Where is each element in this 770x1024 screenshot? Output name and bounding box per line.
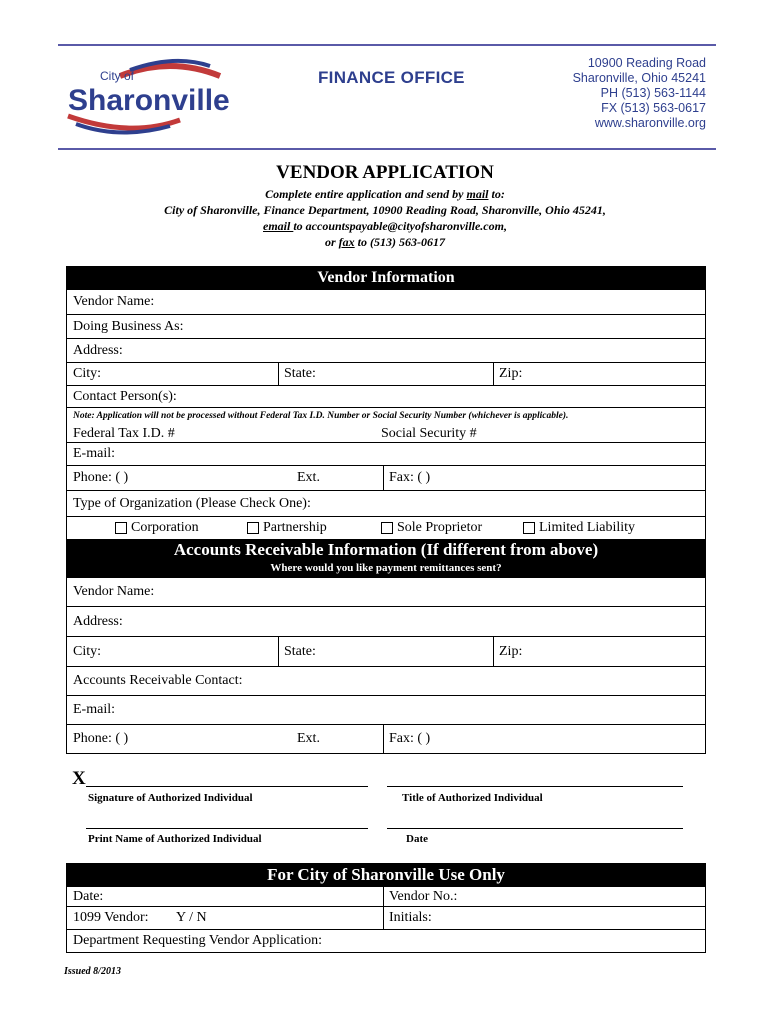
finance-office-label: FINANCE OFFICE — [318, 68, 465, 87]
state-field[interactable]: State: — [284, 366, 316, 381]
department-label: Department Requesting Vendor Application: — [73, 933, 322, 948]
date-line[interactable] — [387, 828, 683, 829]
city-state-zip-row — [66, 363, 706, 386]
ar-email-row[interactable] — [66, 696, 706, 725]
ar-contact-row[interactable] — [66, 667, 706, 696]
ext-field[interactable]: Ext. — [297, 470, 320, 485]
contact-row[interactable] — [66, 386, 706, 408]
ar-vendor-name-row[interactable] — [66, 578, 706, 607]
email-word: email — [263, 219, 294, 233]
ar-contact-label: Accounts Receivable Contact: — [73, 673, 243, 688]
city-use-1099-row — [66, 907, 706, 930]
checkbox[interactable] — [523, 522, 535, 534]
instruction-text: Complete entire application and send by — [265, 187, 467, 201]
option-label: Sole Proprietor — [397, 520, 483, 535]
instruction-line: City of Sharonville, Finance Department, 10900 Reading Road, Sharonville, Ohio 45241, — [164, 203, 606, 217]
vendor-name-row[interactable] — [66, 290, 706, 315]
instruction-text: or — [325, 235, 339, 249]
city-field[interactable]: City: — [73, 366, 102, 381]
signature-line[interactable] — [86, 786, 368, 787]
print-name-line[interactable] — [86, 828, 368, 829]
mail-word: mail — [466, 187, 489, 201]
fax-word: fax — [338, 235, 355, 249]
option-partnership[interactable] — [247, 520, 327, 536]
issued-date: Issued 8/2013 — [64, 966, 121, 977]
option-label: Limited Liability — [539, 520, 636, 535]
print-name-label: Print Name of Authorized Individual — [88, 833, 262, 845]
ar-city-field[interactable]: City: — [73, 643, 102, 659]
tax-note: Note: Application will not be processed without Federal Tax I.D. Number or Social Security Number (whichever is applicable). — [73, 411, 569, 421]
option-limited-liability[interactable] — [523, 520, 635, 536]
vendor-name-label: Vendor Name: — [73, 294, 155, 309]
address-label: Address: — [73, 342, 123, 358]
option-label: Partnership — [263, 520, 327, 535]
ar-fax-field[interactable]: Fax: ( ) — [389, 731, 431, 746]
instruction-text: to accountspayable@cityofsharonville.com — [293, 219, 504, 233]
vendor-info-heading: Vendor Information — [66, 266, 706, 290]
ar-address-label: Address: — [73, 613, 123, 629]
checkbox[interactable] — [247, 522, 259, 534]
address-line: Sharonville, Ohio 45241 — [572, 71, 706, 85]
phone-row — [66, 466, 706, 491]
address-line: 10900 Reading Road — [587, 56, 706, 70]
department-row[interactable] — [66, 930, 706, 953]
title-line[interactable] — [387, 786, 683, 787]
header-top-rule — [58, 44, 716, 46]
email-label: E-mail: — [73, 446, 115, 461]
checkbox[interactable] — [115, 522, 127, 534]
date-label: Date — [406, 833, 428, 845]
signature-x-mark: X — [72, 768, 86, 789]
instruction-text: to (513) 563-0617 — [354, 235, 445, 249]
zip-field[interactable]: Zip: — [499, 366, 523, 381]
ssn-field[interactable]: Social Security # — [381, 426, 477, 441]
option-label: Corporation — [131, 520, 199, 535]
ar-state-field[interactable]: State: — [284, 643, 316, 659]
option-corporation[interactable] — [115, 520, 199, 536]
ar-info-heading: Accounts Receivable Information (If different from above) — [173, 540, 599, 559]
city-logo — [60, 54, 235, 138]
ar-address-row[interactable] — [66, 607, 706, 637]
city-date-field[interactable]: Date: — [73, 888, 104, 904]
ar-info-heading-block — [66, 539, 706, 578]
signature-label: Signature of Authorized Individual — [88, 792, 253, 804]
option-sole-proprietor[interactable] — [381, 520, 482, 536]
ar-city-state-zip-row — [66, 637, 706, 667]
checkbox[interactable] — [381, 522, 393, 534]
org-options-row — [66, 517, 706, 539]
org-type-row — [66, 491, 706, 517]
address-line: www.sharonville.org — [594, 116, 706, 130]
email-row[interactable] — [66, 443, 706, 466]
address-row[interactable] — [66, 339, 706, 363]
ar-vendor-name-label: Vendor Name: — [73, 584, 155, 599]
dba-row[interactable] — [66, 315, 706, 339]
tax-id-row — [66, 408, 706, 443]
instruction-line — [0, 187, 770, 202]
title-label: Title of Authorized Individual — [402, 792, 543, 804]
phone-field[interactable]: Phone: ( ) — [73, 470, 129, 485]
instruction-text: , — [503, 219, 507, 233]
ar-phone-field[interactable]: Phone: ( ) — [73, 731, 129, 746]
fax-field[interactable]: Fax: ( ) — [389, 470, 431, 485]
ar-zip-field[interactable]: Zip: — [499, 643, 523, 659]
office-address — [573, 56, 706, 131]
org-type-label: Type of Organization (Please Check One): — [73, 495, 311, 511]
contact-label: Contact Person(s): — [73, 388, 177, 404]
vendor-1099-field[interactable]: 1099 Vendor: Y / N — [73, 910, 207, 925]
address-line: PH (513) 563-1144 — [600, 86, 706, 100]
logo-small-text: City of — [100, 69, 135, 83]
header-bottom-rule — [58, 148, 716, 150]
dba-label: Doing Business As: — [73, 318, 184, 334]
address-line: FX (513) 563-0617 — [601, 101, 706, 115]
initials-field[interactable]: Initials: — [389, 910, 432, 925]
ar-ext-field[interactable]: Ext. — [297, 731, 320, 746]
ar-info-subheading: Where would you like payment remittances sent? — [270, 562, 502, 574]
ar-email-label: E-mail: — [73, 702, 115, 717]
federal-tax-id-field[interactable]: Federal Tax I.D. # — [73, 426, 175, 441]
city-use-date-row — [66, 887, 706, 907]
vendor-number-field[interactable]: Vendor No.: — [389, 888, 458, 904]
instruction-line — [0, 219, 770, 234]
city-use-heading: For City of Sharonville Use Only — [66, 863, 706, 887]
page-title: VENDOR APPLICATION — [276, 162, 494, 183]
instruction-line — [0, 235, 770, 250]
ar-phone-row — [66, 725, 706, 754]
logo-big-text: Sharonville — [68, 84, 230, 117]
instruction-text: to: — [488, 187, 505, 201]
